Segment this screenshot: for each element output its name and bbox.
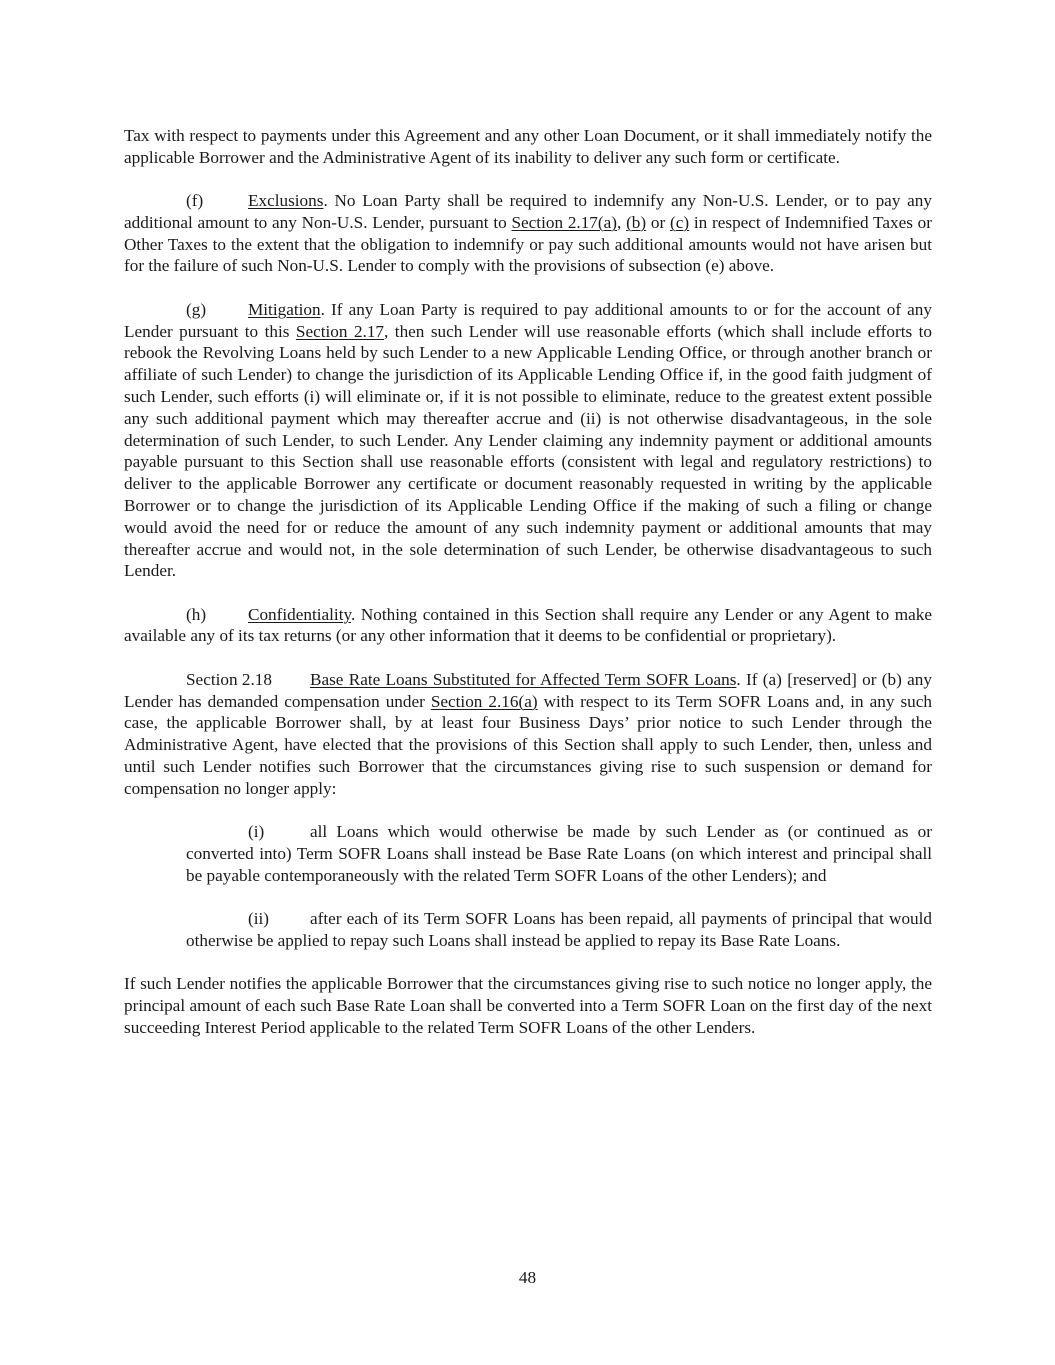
subclause-marker: (ii) (248, 908, 269, 928)
clause-marker: (g) (186, 299, 207, 319)
clause-heading: Mitigation (248, 299, 321, 319)
clause-marker: (h) (186, 604, 207, 624)
section-2-18-paragraph: Section 2.18 Base Rate Loans Substituted for Affected Term SOFR Loans. If (a) [reserved] or (b) any Lender has demanded compensation under Section 2.16(a) with respect to its Term SOFR Loans and, in any such case, the applicable Borrower shall, by at least four Business Days’ prior notice to such Lender through the Administrative Agent, have elected that the provisions of this Section shall apply to such Lender, then, unless and until such Lender notifies such Borrower that the circumstances giving rise to such suspension or demand for compensation no longer apply: (124, 669, 932, 798)
final-paragraph: If such Lender notifies the applicable Borrower that the circumstances giving rise to such notice no longer apply, the principal amount of each such Base Rate Loan shall be converted into a Term SOFR Loan on the first day of the next succeeding Interest Period applicable to the related Term SOFR Loans of the other Lenders. (124, 974, 932, 1037)
clause-heading: Confidentiality (248, 604, 351, 624)
page-number: 48 (518, 1268, 537, 1287)
section-reference: Section 2.17(a) (511, 212, 617, 232)
section-reference: Section 2.17 (295, 321, 385, 341)
document-page (124, 125, 932, 1038)
section-reference: (b) (626, 212, 647, 232)
section-reference: (c) (670, 212, 690, 232)
subclause-ii-paragraph: (ii) after each of its Term SOFR Loans has been repaid, all payments of principal that would otherwise be applied to repay such Loans shall instead be applied to repay its Base Rate Loans. (186, 908, 932, 950)
mitigation-paragraph: (g) Mitigation. If any Loan Party is required to pay additional amounts to or for the account of any Lender pursuant to this Section 2.17, then such Lender will use reasonable efforts (which shall include efforts to rebook the Revolving Loans held by such Lender to a new Applicable Lending Office, or through another branch or affiliate of such Lender) to change the jurisdiction of its Applicable Lending Office if, in the good faith judgment of such Lender, such efforts (i) will eliminate or, if it is not possible to eliminate, reduce to the greatest extent possible any such additional payment which may thereafter accrue and (ii) is not otherwise disadvantageous, in the sole determination of such Lender, to such Lender. Any Lender claiming any indemnity payment or additional amounts payable pursuant to this Section shall use reasonable efforts (consistent with legal and regulatory restrictions) to deliver to the applicable Borrower any certificate or document reasonably requested in writing by the applicable Borrower or to change the jurisdiction of its Applicable Lending Office if the making of such a filing or change would avoid the need for or reduce the amount of any such indemnity payment or additional amounts that may thereafter accrue and would not, in the sole determination of such Lender, be otherwise disadvantageous to such Lender. (124, 299, 933, 581)
subclause-marker: (i) (248, 822, 265, 842)
exclusions-paragraph: (f) Exclusions. No Loan Party shall be required to indemnify any Non-U.S. Lender, or to pay any additional amount to any Non-U.S. Lender, pursuant to Section 2.17(a), (b) or (c) in respect of Indemnified Taxes or Other Taxes to the extent that the obligation to indemnify or pay such additional amounts would not have arisen but for the failure of such Non-U.S. Lender to comply with the provisions of subsection (e) above. (124, 191, 932, 276)
section-reference: Section 2.16(a) (430, 691, 538, 711)
section-marker: Section 2.18 (186, 669, 272, 689)
subclause-i-paragraph: (i) all Loans which would otherwise be made by such Lender as (or continued as or converted into) Term SOFR Loans shall instead be Base Rate Loans (on which interest and principal shall be payable contemporaneously with the related Term SOFR Loans of the other Lenders); and (186, 822, 932, 885)
confidentiality-paragraph: (h) Confidentiality. Nothing contained in this Section shall require any Lender or any Agent to make available any of its tax returns (or any other information that it deems to be confidential or proprietary). (124, 604, 932, 646)
clause-marker: (f) (186, 191, 204, 211)
section-heading: Base Rate Loans Substituted for Affected Term SOFR Loans (310, 669, 737, 689)
intro-paragraph: Tax with respect to payments under this Agreement and any other Loan Document, or it shall immediately notify the applicable Borrower and the Administrative Agent of its inability to deliver any such form or certificate. (124, 126, 932, 167)
clause-heading: Exclusions (248, 191, 324, 211)
